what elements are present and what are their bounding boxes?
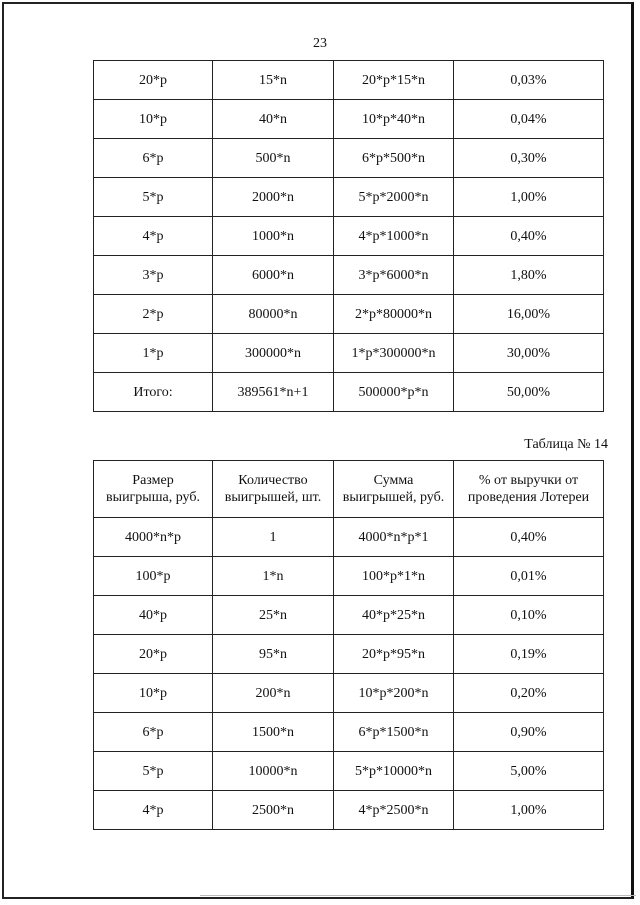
header-line: выигрыша, руб. [106,490,200,505]
table-row [94,752,604,791]
table-cell: 0,40% [454,217,604,256]
table-cell: 2*p [94,295,213,334]
header-line: % от выручки от [478,473,579,488]
table-cell: 20*p [94,635,213,674]
table-body [94,61,604,412]
table-cell: 0,20% [454,674,604,713]
table-cell: 20*p [94,61,213,100]
table-caption: Таблица № 14 [524,437,608,452]
prize-table-continued [93,60,604,412]
table-cell: 6000*n [213,256,334,295]
column-header-prize-sum [334,461,454,518]
table-cell: 25*n [213,596,334,635]
table-cell: 4*p*2500*n [334,791,454,830]
table-cell: 4*p [94,217,213,256]
table-cell: 0,90% [454,713,604,752]
table-cell: 500*n [213,139,334,178]
table-cell: 389561*n+1 [213,373,334,412]
column-header-prize-size [94,461,213,518]
table-header-row [94,461,604,518]
table-body [94,518,604,830]
table-cell: 3*p [94,256,213,295]
table-cell: 5*p [94,752,213,791]
table-cell: 5*p [94,178,213,217]
table-cell: 0,19% [454,635,604,674]
column-header-prize-count [213,461,334,518]
table-row [94,334,604,373]
table-cell: 6*p*500*n [334,139,454,178]
header-line: Размер [132,473,174,488]
table-row [94,557,604,596]
table-cell: 500000*p*n [334,373,454,412]
table-row [94,100,604,139]
table-cell: 20*p*15*n [334,61,454,100]
table-cell: 30,00% [454,334,604,373]
table-row [94,178,604,217]
table-cell: 300000*n [213,334,334,373]
table-cell: 0,10% [454,596,604,635]
table-cell: 4*p [94,791,213,830]
total-label: Итого: [94,373,213,412]
table-row [94,295,604,334]
table-row [94,256,604,295]
table-cell: 5*p*2000*n [334,178,454,217]
table-cell: 20*p*95*n [334,635,454,674]
table-cell: 0,30% [454,139,604,178]
table-cell: 1 [213,518,334,557]
table-row [94,674,604,713]
table-cell: 100*p [94,557,213,596]
table-cell: 50,00% [454,373,604,412]
table-cell: 40*n [213,100,334,139]
header-line: выигрышей, руб. [342,490,445,505]
table-row [94,791,604,830]
prize-table-14 [93,460,604,830]
table-cell: 95*n [213,635,334,674]
table-cell: 1*p*300000*n [334,334,454,373]
table-cell: 4000*n*p*1 [334,518,454,557]
bottom-divider [200,895,636,896]
header-line: Сумма [373,473,414,488]
table-row [94,217,604,256]
table-cell: 1,00% [454,178,604,217]
table-cell: 40*p*25*n [334,596,454,635]
table-row [94,635,604,674]
table-cell: 10*p*200*n [334,674,454,713]
table-cell: 4*p*1000*n [334,217,454,256]
table-cell: 4000*n*p [94,518,213,557]
table-row [94,713,604,752]
table-cell: 10*p [94,100,213,139]
header-line: выигрышей, шт. [224,490,322,505]
table-cell: 6*p [94,139,213,178]
table-cell: 2500*n [213,791,334,830]
table-cell: 0,04% [454,100,604,139]
column-header-revenue-percent [454,461,604,518]
table-cell: 1000*n [213,217,334,256]
table-cell: 100*p*1*n [334,557,454,596]
table-cell: 5*p*10000*n [334,752,454,791]
table-row [94,518,604,557]
table-cell: 200*n [213,674,334,713]
table-cell: 1*p [94,334,213,373]
table-cell: 2*p*80000*n [334,295,454,334]
header-line: Количество [238,473,308,488]
table-cell: 10*p [94,674,213,713]
table-cell: 0,01% [454,557,604,596]
table-cell: 40*p [94,596,213,635]
table-cell: 80000*n [213,295,334,334]
table-row [94,596,604,635]
table-cell: 2000*n [213,178,334,217]
table-cell: 6*p [94,713,213,752]
table-total-row [94,373,604,412]
header-line: проведения Лотереи [467,490,590,505]
table-cell: 10*p*40*n [334,100,454,139]
table-cell: 6*p*1500*n [334,713,454,752]
table-cell: 5,00% [454,752,604,791]
table-cell: 1,00% [454,791,604,830]
table-header [94,461,604,518]
table-cell: 0,03% [454,61,604,100]
table-cell: 16,00% [454,295,604,334]
table-cell: 15*n [213,61,334,100]
table-cell: 3*p*6000*n [334,256,454,295]
table-cell: 0,40% [454,518,604,557]
table-cell: 1*n [213,557,334,596]
table-row [94,139,604,178]
table-cell: 10000*n [213,752,334,791]
table-cell: 1500*n [213,713,334,752]
table-cell: 1,80% [454,256,604,295]
table-row [94,61,604,100]
page-number: 23 [313,36,327,51]
